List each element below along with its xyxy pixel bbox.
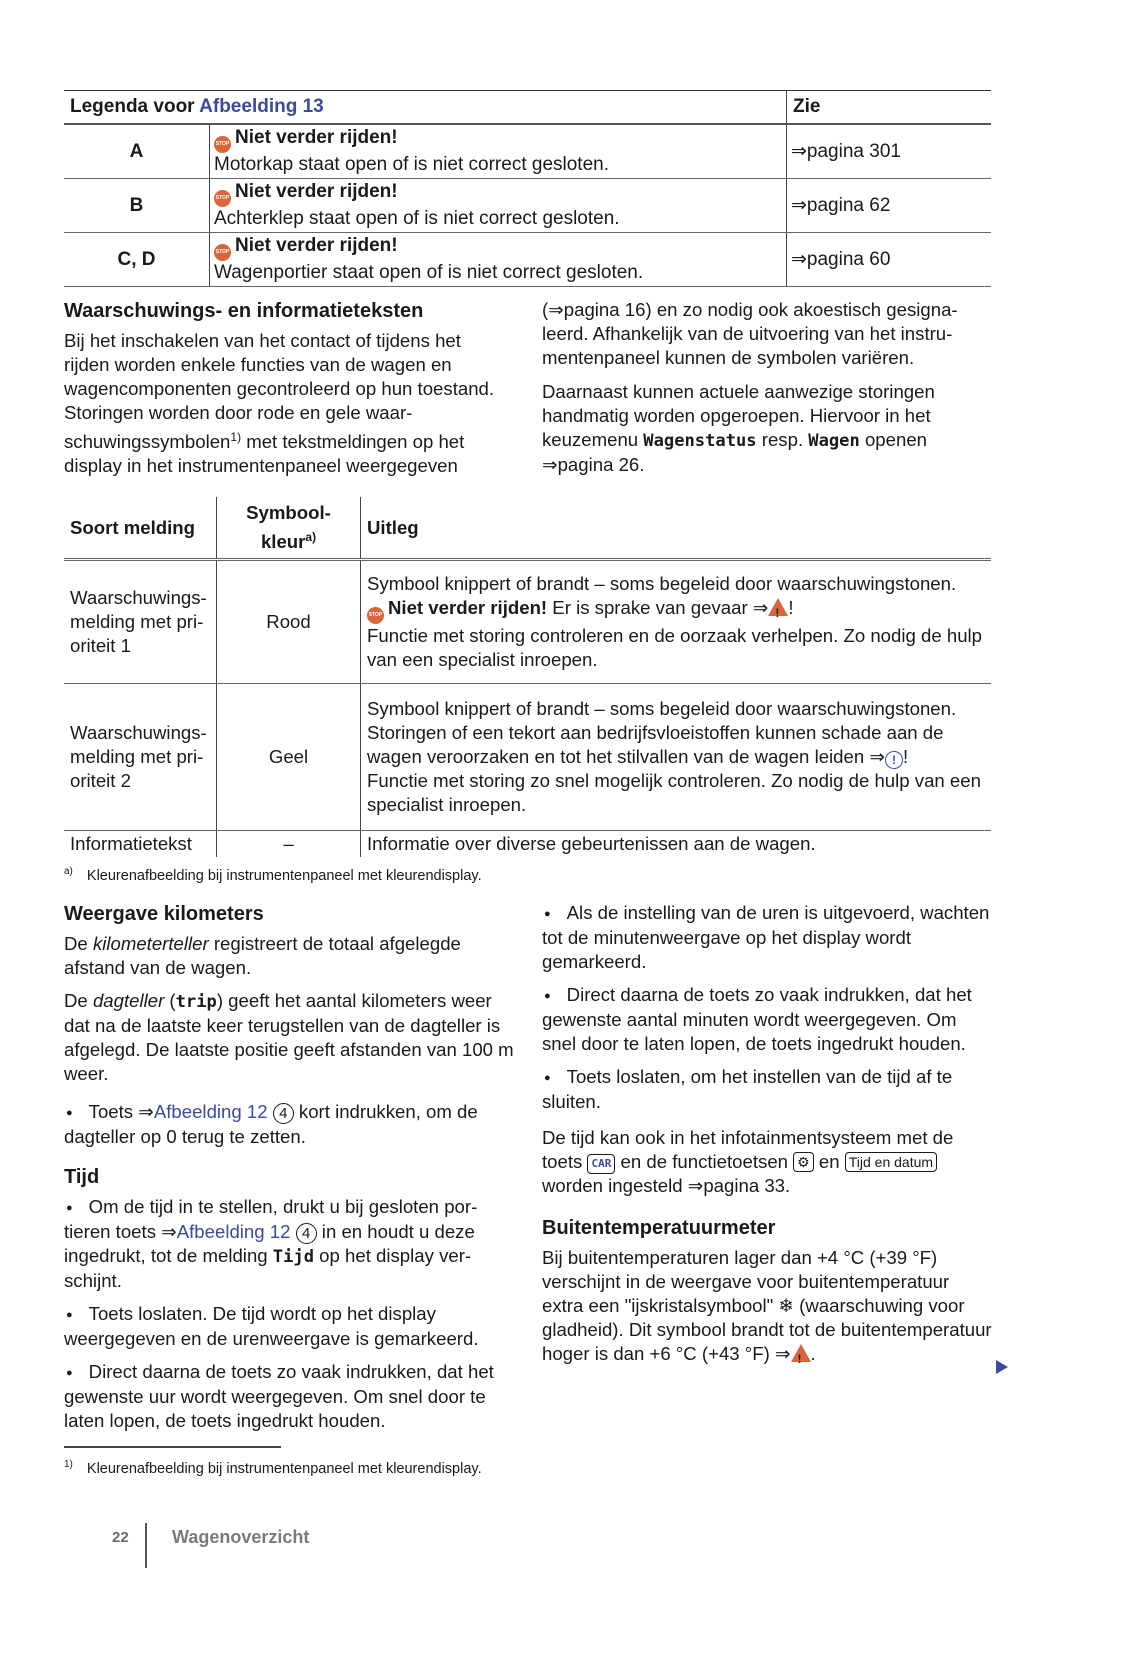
table-row: Waarschuwings-melding met pri-oriteit 1 Rood Symbool knippert of brandt – soms begeleid door waarschuwingstonen. STOP Niet verder rijden! Er is sprake van gevaar ⇒ ! ! Functie met storing controleren en de oorzaak verhelpen. Zo nodig de hulp van een specialist inroepen. bbox=[64, 560, 991, 684]
stop-icon: STOP bbox=[214, 136, 231, 153]
col-header-explanation: Uitleg bbox=[361, 497, 992, 560]
footnote-divider bbox=[64, 1446, 281, 1448]
next-page-arrow-icon[interactable] bbox=[996, 1360, 1008, 1374]
page-link[interactable]: pagina 301 bbox=[806, 140, 901, 162]
message-types-table bbox=[64, 497, 991, 857]
afbeelding-12-link[interactable]: Afbeelding 12 bbox=[176, 1221, 291, 1242]
col-header-color: Symbool-kleur$^{a)}$ bbox=[217, 497, 361, 560]
table-row: Waarschuwings-melding met pri-oriteit 2 Geel Symbool knippert of brandt – soms begeleid door waarschuwingstonen. Storingen of een tekort aan bedrijfsvloeistoffen kunnen schade aan de wagen veroorzaken en tot het stilvallen van de wagen leiden ⇒ ! ! Functie met storing zo snel mogelijk controleren. Zo nodig de hulp van een specialist inroepen. bbox=[64, 684, 991, 831]
menu-wagen: Wagen bbox=[808, 431, 860, 451]
legend-row: A STOP Niet verder rijden! Motorkap staat open of is niet correct gesloten. ⇒pagina 301 bbox=[64, 124, 991, 179]
menu-wagenstatus: Wagenstatus bbox=[643, 431, 757, 451]
ice-crystal-icon: ❄ bbox=[778, 1295, 795, 1316]
right-column: ● Als de instelling van de uren is uitgevoerd, wachten tot de minutenweergave op het display wordt gemarkeerd. ● Direct daarna de toets zo vaak indrukken, dat het gewenste aantal minuten wordt weergegeven. Om snel door te laten lopen, de toets ingedrukt houden. ● Toets loslaten, om het instellen van de tijd af te sluiten. De tijd kan ook in het infotainmentsysteem met de toets CAR en de functietoetsen ⚙ en Tijd en datum worden ingesteld ⇒pagina 33. Buitentemperatuurmeter Bij buitentemperaturen lager dan +4 °C (+39 °F) verschijnt in de weergave voor buitentemperatuur extra een "ijskristalsymbool" ❄ (waarschuwing voor gladheid). Dit symbool brandt tot de buitentemperatuur hoger is dan +6 °C (+43 °F) ⇒ ! . bbox=[542, 901, 992, 1375]
legend-table bbox=[64, 90, 991, 287]
legend-header-see: Zie bbox=[787, 91, 992, 125]
arrow-icon: ⇒ bbox=[791, 140, 807, 162]
warnings-heading: Waarschuwings- en informatieteksten bbox=[64, 300, 424, 322]
table-row: Informatietekst – Informatie over diverse gebeurtenissen aan de wagen. bbox=[64, 831, 991, 858]
km-bullet: ● Toets ⇒Afbeelding 12 4 kort indrukken, om de dagteller op 0 terug te zetten. bbox=[64, 1100, 514, 1149]
km-heading: Weergave kilometers bbox=[64, 903, 264, 925]
page-link[interactable]: pagina 60 bbox=[806, 248, 891, 270]
left-column: Weergave kilometers De kilometerteller registreert de totaal afgelegde afstand van de wagen. De dagteller (trip) geeft het aantal kilometers weer dat na de laatste keer terugstellen van de dagteller is afgelegd. De laatste positie geeft afstanden van 100 m weer. ● Toets ⇒Afbeelding 12 4 kort indrukken, om de dagteller op 0 terug te zetten. Tijd ● Om de tijd in te stellen, drukt u bij gesloten portieren toets ⇒Afbeelding 12 4 in en houdt u deze ingedrukt, tot de melding Tijd op het display verschijnt. ● Toets loslaten. De tijd wordt op het display weergegeven en de urenweergave is gemarkeerd. ● Direct daarna de toets zo vaak indrukken, dat het gewenste uur wordt weergegeven. Om snel door te laten lopen, de toets ingedrukt houden. bbox=[64, 902, 514, 1442]
time-heading: Tijd bbox=[64, 1166, 100, 1188]
page-link[interactable]: pagina 62 bbox=[806, 194, 891, 216]
stop-icon: STOP bbox=[367, 607, 384, 624]
afbeelding-12-link[interactable]: Afbeelding 12 bbox=[153, 1101, 268, 1122]
time-date-key[interactable]: Tijd en datum bbox=[845, 1152, 937, 1172]
callout-4-icon: 4 bbox=[273, 1103, 294, 1124]
temp-heading: Buitentemperatuurmeter bbox=[542, 1217, 776, 1239]
page-number: 22 bbox=[112, 1529, 129, 1546]
legend-key: A bbox=[64, 124, 210, 179]
car-key-icon[interactable]: CAR bbox=[587, 1154, 615, 1174]
settings-key-icon[interactable]: ⚙ bbox=[793, 1152, 814, 1172]
section-title: Wagenoverzicht bbox=[172, 1527, 310, 1547]
stop-icon: STOP bbox=[214, 244, 231, 261]
notice-icon[interactable]: ! bbox=[885, 751, 903, 769]
table-footnote: $^{a)}$ Kleurenafbeelding bij instrumentenpaneel met kleurendisplay. bbox=[64, 866, 482, 884]
afbeelding-13-link[interactable]: Afbeelding 13 bbox=[199, 96, 324, 117]
warnings-left-column bbox=[64, 299, 504, 487]
legend-header: Legenda voor Afbeelding 13 bbox=[64, 91, 787, 125]
legend-row: B STOP Niet verder rijden! Achterklep staat open of is niet correct gesloten. ⇒pagina 62 bbox=[64, 179, 991, 233]
warning-triangle-icon[interactable] bbox=[768, 598, 788, 616]
footer-divider bbox=[145, 1523, 147, 1568]
page-footnote: $^{1)}$ Kleurenafbeelding bij instrumentenpaneel met kleurendisplay. bbox=[64, 1459, 482, 1477]
callout-4-icon: 4 bbox=[296, 1223, 317, 1244]
stop-icon: STOP bbox=[214, 190, 231, 207]
legend-key: C, D bbox=[64, 233, 210, 287]
warning-triangle-icon[interactable] bbox=[791, 1344, 811, 1362]
arrow-icon: ⇒ bbox=[791, 248, 807, 270]
col-header-type: Soort melding bbox=[64, 497, 217, 560]
legend-key: B bbox=[64, 179, 210, 233]
warnings-paragraph: Bij het inschakelen van het contact of tijdens het rijden worden enkele functies van de wagen en wagencomponenten gecontroleerd op hun toestand. Storingen worden door rode en gele waarschuwingssymbolen$^{1)}$ met tekstmeldingen op het display in het instrumentenpaneel weergegeven bbox=[64, 330, 495, 477]
warnings-right-column: (⇒pagina 16) en zo nodig ook akoestisch gesignaleerd. Afhankelijk van de uitvoering van het instrumentenpaneel kunnen de symbolen variëren. Daarnaast kunnen actuele aanwezige storingen handmatig worden opgeroepen. Hiervoor in het keuzemenu Wagenstatus resp. Wagen openen ⇒pagina 26. bbox=[542, 299, 958, 475]
legend-row: C, D STOP Niet verder rijden! Wagenportier staat open of is niet correct gesloten. ⇒pagina 60 bbox=[64, 233, 991, 287]
arrow-icon: ⇒ bbox=[791, 194, 807, 216]
